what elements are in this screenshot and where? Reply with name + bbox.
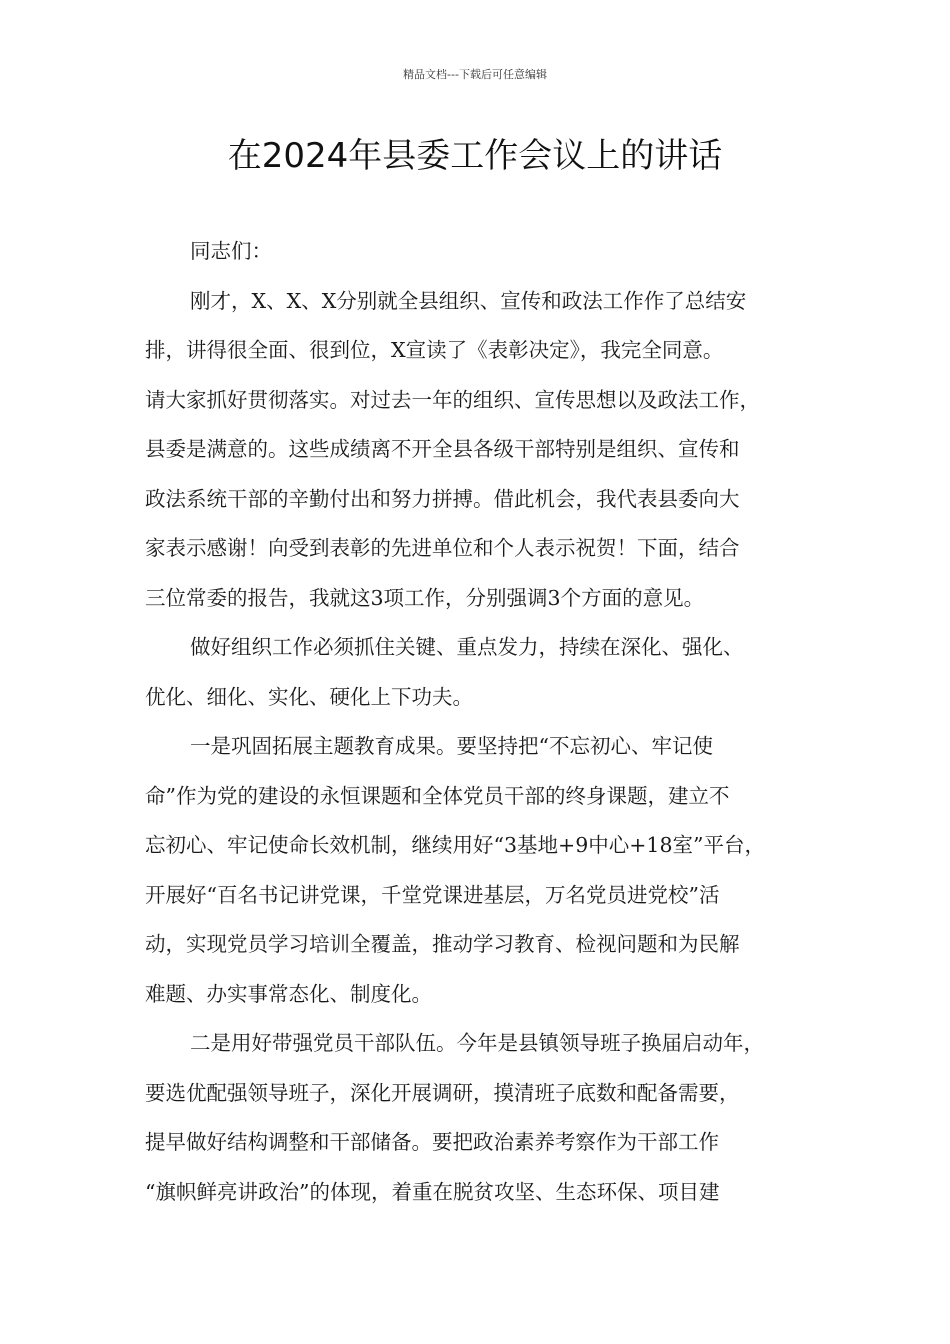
paragraph-line: 刚才，X、X、X分别就全县组织、宣传和政法工作作了总结安	[190, 288, 747, 313]
paragraph-line: 要选优配强领导班子，深化开展调研，摸清班子底数和配备需要，	[145, 1080, 740, 1105]
paragraph-line: 二是用好带强党员干部队伍。今年是县镇领导班子换届启动年，	[190, 1031, 764, 1055]
document-body	[145, 227, 805, 1217]
paragraph-line: 动，实现党员学习培训全覆盖，推动学习教育、检视问题和为民解	[145, 932, 740, 956]
paragraph-line: 做好组织工作必须抓住关键、重点发力，持续在深化、强化、	[190, 635, 744, 659]
salutation-line: 同志们：	[190, 239, 272, 263]
header-note: 精品文档---下载后可任意编辑	[403, 68, 547, 81]
paragraph-line: 请大家抓好贯彻落实。对过去一年的组织、宣传思想以及政法工作，	[145, 387, 760, 412]
paragraph-line: 难题、办实事常态化、制度化。	[145, 981, 432, 1006]
paragraph-line: “旗帜鲜亮讲政治”的体现，着重在脱贫攻坚、生态环保、项目建	[145, 1179, 720, 1204]
paragraph-line: 县委是满意的。这些成绩离不开全县各级干部特别是组织、宣传和	[145, 437, 740, 461]
paragraph-line: 一是巩固拓展主题教育成果。要坚持把“不忘初心、牢记使	[190, 734, 713, 758]
paragraph-line: 排，讲得很全面、很到位，X宣读了《表彰决定》，我完全同意。	[145, 338, 724, 362]
paragraph-line: 优化、细化、实化、硬化上下功夫。	[145, 684, 473, 709]
paragraph-line: 忘初心、牢记使命长效机制，继续用好“3基地+9中心+18室”平台，	[145, 833, 765, 857]
paragraph-line: 开展好“百名书记讲党课，千堂党课进基层，万名党员进党校”活	[145, 882, 720, 907]
paragraph-line: 提早做好结构调整和干部储备。要把政治素养考察作为干部工作	[145, 1130, 719, 1154]
document-title: 在2024年县委工作会议上的讲话	[227, 136, 723, 176]
paragraph-line: 命”作为党的建设的永恒课题和全体党员干部的终身课题，建立不	[145, 783, 730, 808]
paragraph-line: 三位常委的报告，我就这3项工作，分别强调3个方面的意见。	[145, 585, 705, 610]
paragraph-line: 政法系统干部的辛勤付出和努力拼搏。借此机会，我代表县委向大	[145, 486, 740, 511]
paragraph-line: 家表示感谢！向受到表彰的先进单位和个人表示祝贺！下面，结合	[145, 536, 740, 560]
